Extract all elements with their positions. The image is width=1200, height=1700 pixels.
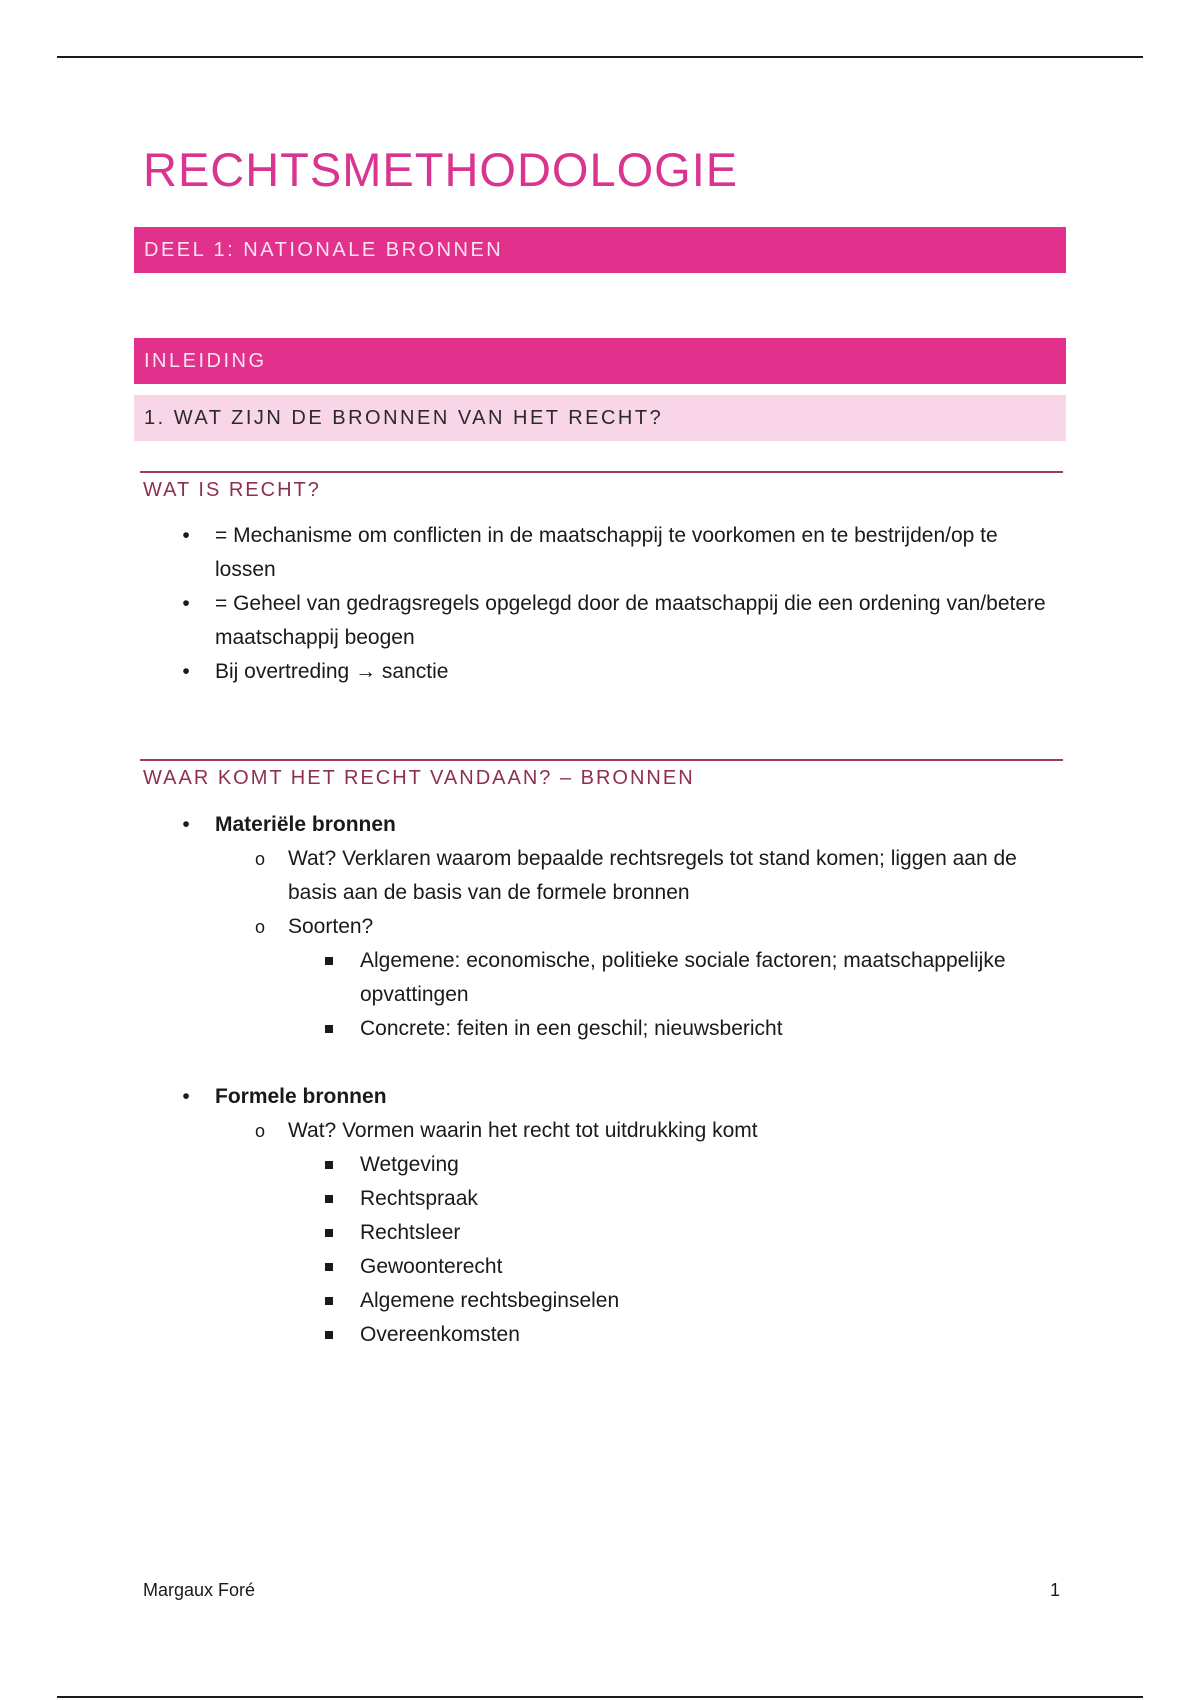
- section-heading-bronnen: WAAR KOMT HET RECHT VANDAAN? – BRONNEN: [140, 759, 1063, 790]
- formele-bronnen-label: Formele bronnen: [215, 1085, 387, 1108]
- footer-author: Margaux Foré: [143, 1580, 256, 1600]
- materiele-bronnen-label: Materiële bronnen: [215, 813, 396, 836]
- list-item-materiele-bronnen: [0, 808, 1060, 842]
- circle-bullet-icon: o: [254, 917, 265, 937]
- list-item-text: Soorten?: [288, 915, 374, 938]
- square-bullet-icon: [325, 1025, 333, 1033]
- square-bullet-icon: [325, 1331, 333, 1339]
- bullet-icon: •: [182, 1085, 190, 1108]
- list-item-text: Concrete: feiten in een geschil; nieuwsbericht: [360, 1017, 783, 1040]
- list-item-text: = Mechanisme om conflicten in de maatschappij te voorkomen en te bestrijden/op te lossen: [215, 524, 998, 581]
- list-subsubitem: [0, 944, 1060, 1012]
- part-banner: DEEL 1: NATIONALE BRONNEN: [134, 227, 1066, 273]
- list-item-text: Rechtsleer: [360, 1221, 461, 1244]
- square-bullet-icon: [325, 1195, 333, 1203]
- list-subitem: [0, 842, 1060, 910]
- list-subsubitem: [0, 1250, 1060, 1284]
- square-bullet-icon: [325, 1229, 333, 1237]
- list-item-text: Rechtspraak: [360, 1187, 478, 1210]
- wat-is-recht-list: [0, 519, 1060, 689]
- list-subsubitem: [0, 1318, 1060, 1352]
- page-top-rule: [57, 56, 1143, 58]
- circle-bullet-icon: o: [254, 1121, 265, 1141]
- list-item-text: Algemene: economische, politieke sociale factoren; maatschappelijke opvattingen: [360, 949, 1006, 1006]
- square-bullet-icon: [325, 1161, 333, 1169]
- list-subsubitem: [0, 1012, 1060, 1046]
- bullet-icon: •: [182, 524, 190, 547]
- list-item-formele-bronnen: [0, 1080, 1060, 1114]
- list-spacer: [0, 1046, 1060, 1080]
- list-subsubitem: [0, 1216, 1060, 1250]
- list-subitem: [0, 1114, 1060, 1148]
- list-item: [0, 519, 1060, 587]
- square-bullet-icon: [325, 1263, 333, 1271]
- list-item: [0, 655, 1060, 689]
- footer-page-number: 1: [1049, 1580, 1060, 1600]
- list-subsubitem: [0, 1148, 1060, 1182]
- document-title: RECHTSMETHODOLOGIE: [143, 143, 739, 196]
- bullet-icon: •: [182, 592, 190, 615]
- bronnen-list: [0, 808, 1060, 1352]
- list-subitem: [0, 910, 1060, 944]
- list-item-text: Wat? Verklaren waarom bepaalde rechtsregels tot stand komen; liggen aan de basis aan de basis van de formele bronnen: [288, 847, 1017, 904]
- bullet-icon: •: [182, 813, 190, 836]
- chapter-banner: INLEIDING: [134, 338, 1066, 384]
- list-subsubitem: [0, 1182, 1060, 1216]
- square-bullet-icon: [325, 1297, 333, 1305]
- bullet-icon: •: [182, 660, 190, 683]
- list-item-text: Wat? Vormen waarin het recht tot uitdrukking komt: [288, 1119, 758, 1142]
- list-item-text: Wetgeving: [360, 1153, 459, 1176]
- list-item-text: Gewoonterecht: [360, 1255, 503, 1278]
- page-bottom-rule: [57, 1696, 1143, 1698]
- list-subsubitem: [0, 1284, 1060, 1318]
- list-item: [0, 587, 1060, 655]
- section-heading-wat-is-recht: WAT IS RECHT?: [140, 471, 1063, 502]
- circle-bullet-icon: o: [254, 849, 265, 869]
- list-item-text: Algemene rechtsbeginselen: [360, 1289, 620, 1312]
- section-banner: 1. WAT ZIJN DE BRONNEN VAN HET RECHT?: [134, 395, 1066, 441]
- list-item-text: = Geheel van gedragsregels opgelegd door de maatschappij die een ordening van/betere maatschappij beogen: [215, 592, 1046, 649]
- list-item-text: Overeenkomsten: [360, 1323, 520, 1346]
- list-item-text: Bij overtreding → sanctie: [215, 660, 449, 683]
- square-bullet-icon: [325, 957, 333, 965]
